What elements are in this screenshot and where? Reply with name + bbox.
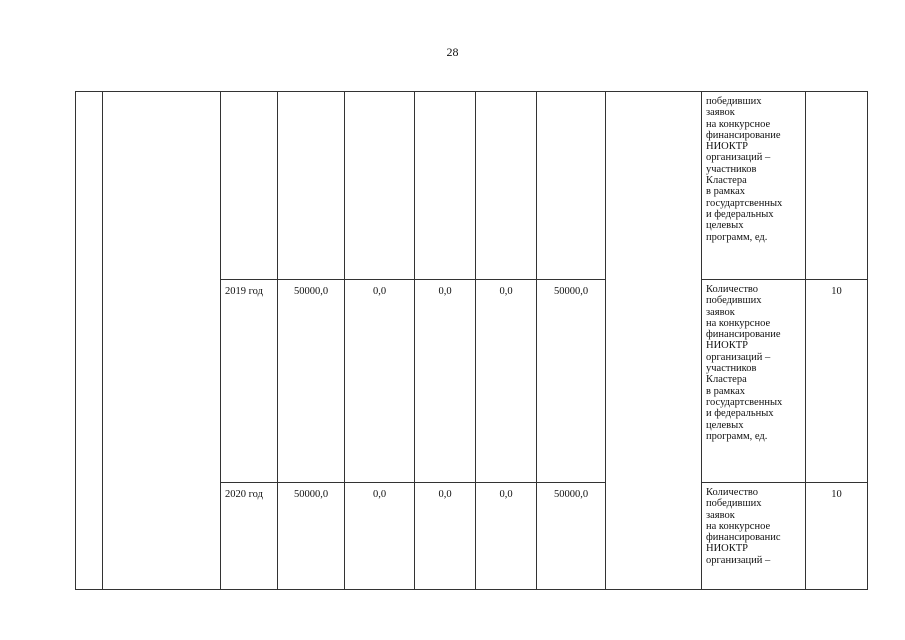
description-line: организаций – xyxy=(706,152,771,164)
indicator-value-cell xyxy=(806,92,868,280)
index-cell xyxy=(76,92,103,590)
indicator-value-cell: 10 xyxy=(806,280,868,483)
indicator-table xyxy=(75,91,868,590)
description-line: организаций – xyxy=(706,351,771,363)
total-cell: 50000,0 xyxy=(278,280,345,483)
description-line: заявок xyxy=(706,107,735,119)
regional-budget-cell: 0,0 xyxy=(415,483,476,590)
regional-budget-cell xyxy=(415,92,476,280)
local-budget-cell xyxy=(476,92,537,280)
description-line: победивших xyxy=(706,96,762,107)
description-line: НИОКТР xyxy=(706,340,749,352)
description-line: заявок xyxy=(706,509,735,521)
indicator-description xyxy=(702,483,806,590)
description-line: программ, ед. xyxy=(706,430,768,442)
federal-budget-cell: 0,0 xyxy=(345,483,415,590)
description-line: программ, ед. xyxy=(706,231,768,243)
extra-budget-cell xyxy=(537,92,606,280)
federal-budget-cell: 0,0 xyxy=(345,280,415,483)
indicator-description xyxy=(702,92,806,280)
description-line: НИОКТР xyxy=(706,543,749,555)
description-line: НИОКТР xyxy=(706,141,749,153)
description-line: организаций – xyxy=(706,554,771,566)
executor-cell xyxy=(606,92,702,590)
local-budget-cell: 0,0 xyxy=(476,280,537,483)
description-line: Количество xyxy=(706,284,759,295)
total-cell xyxy=(278,92,345,280)
local-budget-cell: 0,0 xyxy=(476,483,537,590)
description-line: финансирование xyxy=(706,329,781,341)
description-line: на конкурсное xyxy=(706,118,771,130)
description-line: финансирование xyxy=(706,129,781,141)
description-line: Количество xyxy=(706,487,759,498)
regional-budget-cell: 0,0 xyxy=(415,280,476,483)
indicator-value-cell: 10 xyxy=(806,483,868,590)
description-line: государтсвенных xyxy=(706,396,783,408)
total-cell: 50000,0 xyxy=(278,483,345,590)
year-cell: 2020 год xyxy=(221,483,278,590)
description-line: победивших xyxy=(706,295,762,307)
description-line: участников xyxy=(706,163,757,175)
description-line: заявок xyxy=(706,306,735,318)
description-line: финансированис xyxy=(706,532,781,544)
description-line: целевых xyxy=(706,419,744,431)
description-line: на конкурсное xyxy=(706,520,771,532)
table-row xyxy=(76,92,868,280)
description-line: в рамках xyxy=(706,385,745,397)
measure-name-cell xyxy=(103,92,221,590)
description-line: государтсвенных xyxy=(706,197,783,209)
description-line: участников xyxy=(706,363,757,375)
description-line: целевых xyxy=(706,220,744,232)
description-line: и федеральных xyxy=(706,408,774,420)
description-line: на конкурсное xyxy=(706,317,771,329)
description-line: и федеральных xyxy=(706,208,774,220)
description-line: Кластера xyxy=(706,175,747,187)
description-line: победивших xyxy=(706,498,762,510)
extra-budget-cell: 50000,0 xyxy=(537,483,606,590)
year-cell: 2019 год xyxy=(221,280,278,483)
description-line: Кластера xyxy=(706,374,747,386)
federal-budget-cell xyxy=(345,92,415,280)
year-cell xyxy=(221,92,278,280)
description-line: в рамках xyxy=(706,186,745,198)
indicator-description xyxy=(702,280,806,483)
page-number: 28 xyxy=(446,45,459,59)
extra-budget-cell: 50000,0 xyxy=(537,280,606,483)
